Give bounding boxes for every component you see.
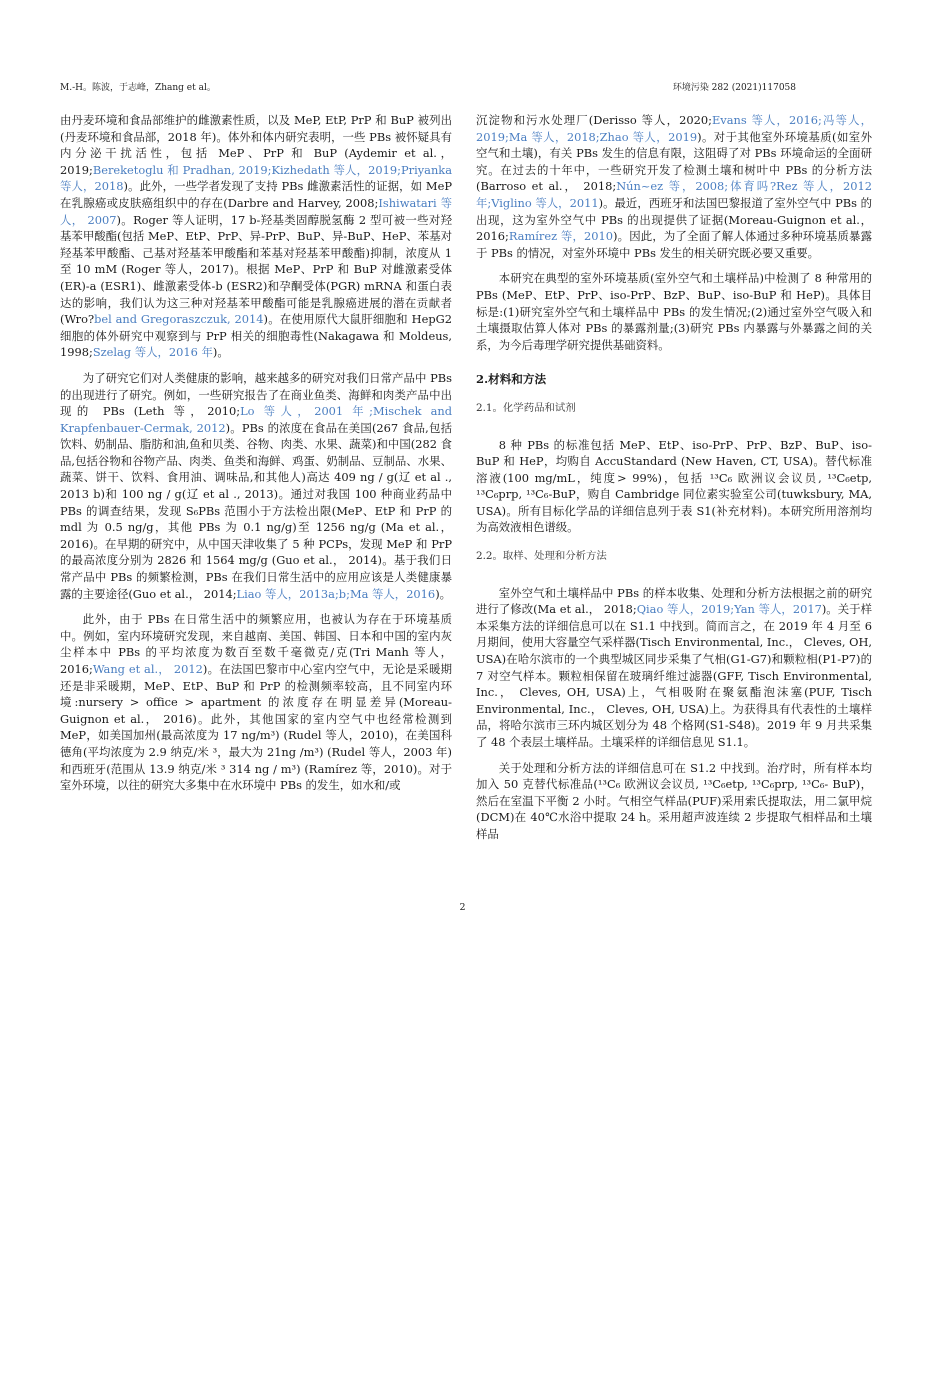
citation-link[interactable]: Nún~ez 等，2008;体育吗?Rez 等人，2012 年;Viglino 等人，2011 bbox=[476, 179, 872, 210]
citation-link[interactable]: Lo 等人，2001 年;Mischek and Krapfenbauer-Cermak, 2012 bbox=[60, 404, 452, 435]
paragraph: 室外空气和土壤样品中 PBs 的样本收集、处理和分析方法根据之前的研究进行了修改(Ma et al.， 2018;Qiao 等人，2019;Yan 等人，2017)。关于样本采集方法的详细信息可以在 S1.1 中找到。简而言之，在 2019 年 4 月至 6 月期间，使用大容量空气采样器(Tisch Environmental, Inc.， Cleves, OH, USA)在哈尔滨市的一个典型城区同步采集了气相(G1-G7)和颗粒相(P1-P7)的 7 对空气样本。颗粒相保留在玻璃纤维过滤器(GFF, Tisch Environmental, Inc.， Cleves, OH, USA)上，气相吸附在聚氨酯泡沫塞(PUF, Tisch Environmental, Inc.， Cleves, OH, USA)上。为获得具有代表性的土壤样品，将哈尔滨市三环内城区划分为 48 个格网(S1-S48)。2019 年 9 月共采集了 48 个表层土壤样品。土壤采样的详细信息见 S1.1。 bbox=[476, 585, 872, 749]
paragraph: 此外，由于 PBs 在日常生活中的频繁应用，也被认为存在于环境基质中。例如，室内环境研究发现，来自越南、美国、韩国、日本和中国的室内灰尘样本中 PBs 的平均浓度为数百至数千毫微克/克(Tri Manh 等人，2016;Wang et al.， 2012)。在法国巴黎市中心室内空气中，无论是采暖期还是非采暖期，MeP、EtP、BuP 和 PrP 的检测频率较高，且不同室内环境:nursery > office > apartment 的浓度存在明显差异(Moreau-Guignon et al.， 2016)。此外，其他国家的室内空气中也经常检测到 MeP，如美国加州(最高浓度为 17 ng/m³) (Rudel 等人，2010)，在美国科德角(平均浓度为 2.9 纳克/米 ³，最大为 21ng /m³) (Rudel 等人，2003 年)和西班牙(范围从 13.9 纳克/米 ³ 314 ng / m³) (Ramírez 等，2010)。对于室外环境，以往的研究大多集中在水环境中 PBs 的发生，如水和/或 bbox=[60, 612, 453, 793]
subsection-heading: 2.2。取样、处理和分析方法 bbox=[476, 550, 607, 563]
citation-link[interactable]: Liao 等人，2013a;b;Ma 等人，2016 bbox=[236, 586, 436, 601]
paragraph: 由丹麦环境和食品部维护的雌激素性质，以及 MeP, EtP, PrP 和 BuP 被列出(丹麦环境和食品部，2018 年)。体外和体内研究表明，一些 PBs 被怀疑具有内分泌干扰活性，包括 MeP、PrP 和 BuP (Aydemir et al.， 2019;Bereketoglu 和 Pradhan, 2019;Kizhedath 等人，2019;Priyanka 等人，2018)。此外，一些学者发现了支持 PBs 雌激素活性的证据，如 MeP 在乳腺癌或皮肤癌组织中的存在(Darbre and Harvey, 2008;Ishiwatari 等人， 2007)。Roger 等人证明，17 b-羟基类固醇脱氢酶 2 型可被一些对羟基苯甲酸酯(包括 MeP、EtP、PrP、异-PrP、BuP、异-BuP、HeP、苯基对羟基苯甲酸酯、己基对羟基苯甲酸酯和苯基对羟基苯甲酸酯)抑制，浓度从 1 至 10 mM (Roger 等人，2017)。根据 MeP、PrP 和 BuP 对雌激素受体(ER)-a (ESR1)、雌激素受体-b (ESR2)和孕酮受体(PGR) mRNA 和蛋白表达的影响，我们认为这三种对羟基苯甲酸酯可能是乳腺癌进展的潜在贡献者(Wro?bel and Gregoraszczuk, 2014)。在使用原代大鼠肝细胞和 HepG2 细胞的体外研究中观察到与 PrP 相关的细胞毒性(Nakagawa 和 Moldeus, 1998;Szelag 等人，2016 年)。 bbox=[60, 113, 452, 360]
paragraph: 为了研究它们对人类健康的影响，越来越多的研究对我们日常产品中 PBs 的出现进行了研究。例如，一些研究报告了在商业鱼类、海鲜和肉类产品中出现的 PBs (Leth 等，2010;Lo 等人，2001 年;Mischek and Krapfenbauer-Cermak, 2012)。PBs 的浓度在食品在美国(267 食品,包括饮料、奶制品、脂肪和油,鱼和贝类、谷物、肉类、水果、蔬菜)和中国(282 食品,包括谷物和谷物产品、肉类、鱼类和海鲜、鸡蛋、奶制品、豆制品、水果、蔬菜、饼干、饮料、食用油、调味品,和其他人)高达 409 ng / g(辽 et al ., 2013 b)和 100 ng / g(辽 et al ., 2013)。通过对我国 100 种商业药品中 PBs 的调查结果，发现 S₆PBs 范围小于方法检出限(MeP、EtP 和 PrP 的 mdl 为 0.5 ng/g，其他 PBs 为 0.1 ng/g)至 1256 ng/g (Ma et al.， 2016)。在早期的研究中，从中国天津收集了 5 种 PCPs，发现 MeP 和 PrP 的最高浓度分别为 2826 和 1564 mg/g (Guo et al.， 2014)。基于我们日常产品中 PBs 的频繁检测，PBs 在我们日常生活中的应用应该是人类健康暴露的主要途径(Guo et al.， 2014;Liao 等人，2013a;b;Ma 等人，2016)。 bbox=[60, 370, 452, 601]
paragraph: 8 种 PBs 的标准包括 MeP、EtP、iso-PrP、PrP、BzP、BuP、iso-BuP 和 HeP，均购自 AccuStandard (New Haven, CT, USA)。替代标准溶液(100 mg/mL，纯度> 99%)，包括 ¹³C₆ 欧洲议会议员, ¹³C₆etp, ¹³C₆prp, ¹³C₆-BuP，购自 Cambridge 同位素实验室公司(tuwksbury, MA, USA)。所有目标化学品的详细信息列于表 S1(补充材料)。本研究所用溶剂均为高效液相色谱级。 bbox=[476, 437, 872, 535]
header-authors: M.-H。陈波，于志峰，Zhang et al。 bbox=[60, 83, 216, 93]
page-number: 2 bbox=[459, 902, 466, 913]
citation-link[interactable]: Ramírez 等，2010 bbox=[508, 229, 614, 244]
citation-link[interactable]: bel and Gregoraszczuk, 2014 bbox=[94, 312, 264, 327]
citation-link[interactable]: Ishiwatari 等人， 2007 bbox=[60, 195, 452, 227]
left-column bbox=[60, 112, 452, 794]
citation-link[interactable]: Szelag 等人，2016 年 bbox=[92, 345, 213, 360]
citation-link[interactable]: Evans 等人，2016;冯等人，2019;Ma 等人，2018;Zhao 等人，2019 bbox=[476, 113, 873, 144]
right-column bbox=[476, 112, 872, 843]
header-journal: 环境污染 282 (2021)117058 bbox=[672, 83, 796, 93]
section-heading: 2.材料和方法 bbox=[476, 372, 547, 387]
paragraph: 本研究在典型的室外环境基质(室外空气和土壤样品)中检测了 8 种常用的 PBs (MeP、EtP、PrP、iso-PrP、BzP、BuP、iso-BuP 和 HeP)。具体目标是:(1)研究室外空气和土壤样品中 PBs 的发生情况;(2)通过室外空气吸入和土壤摄取估算人体对 PBs 的暴露剂量;(3)研究 PBs 内暴露与外暴露之间的关系，为今后毒理学研究提供基础资料。 bbox=[476, 271, 872, 352]
citation-link[interactable]: Bereketoglu 和 Pradhan, 2019;Kizhedath 等人，2019;Priyanka 等人，2018 bbox=[60, 162, 452, 194]
subsection-heading: 2.1。化学药品和试剂 bbox=[476, 401, 576, 414]
paragraph: 关于处理和分析方法的详细信息可在 S1.2 中找到。治疗时，所有样本均加入 50 克替代标准品(¹³C₆ 欧洲议会议员, ¹³C₆etp, ¹³C₆prp, ¹³C₆- BuP)，然后在室温下平衡 2 小时。气相空气样品(PUF)采用索氏提取法，用二氯甲烷(DCM)在 40℃水浴中提取 24 h。采用超声波连续 2 步提取气相样品和土壤样品 bbox=[476, 760, 872, 841]
paragraph: 沉淀物和污水处理厂(Derisso 等人，2020;Evans 等人，2016;冯等人，2019;Ma 等人，2018;Zhao 等人，2019)。对于其他室外环境基质(如室外空气和土壤)，有关 PBs 发生的信息有限，这阻碍了对 PBs 环境命运的全面研究。在过去的十年中，一些研究开发了检测土壤和树叶中 PBs 的分析方法(Barroso et al.， 2018;Nún~ez 等，2008;体育吗?Rez 等人，2012 年;Viglino 等人，2011)。最近，西班牙和法国巴黎报道了室外空气中 PBs 的出现，这为室外空气中 PBs 的出现提供了证据(Moreau-Guignon et al.，2016;Ramírez 等，2010)。因此，为了全面了解人体通过多种环境基质暴露于 PBs 的情况，对室外环境中 PBs 发生的相关研究既必要又重要。 bbox=[476, 113, 873, 260]
citation-link[interactable]: Wang et al.， 2012 bbox=[92, 662, 203, 676]
citation-link[interactable]: Qiao 等人，2019;Yan 等人，2017 bbox=[636, 602, 822, 617]
